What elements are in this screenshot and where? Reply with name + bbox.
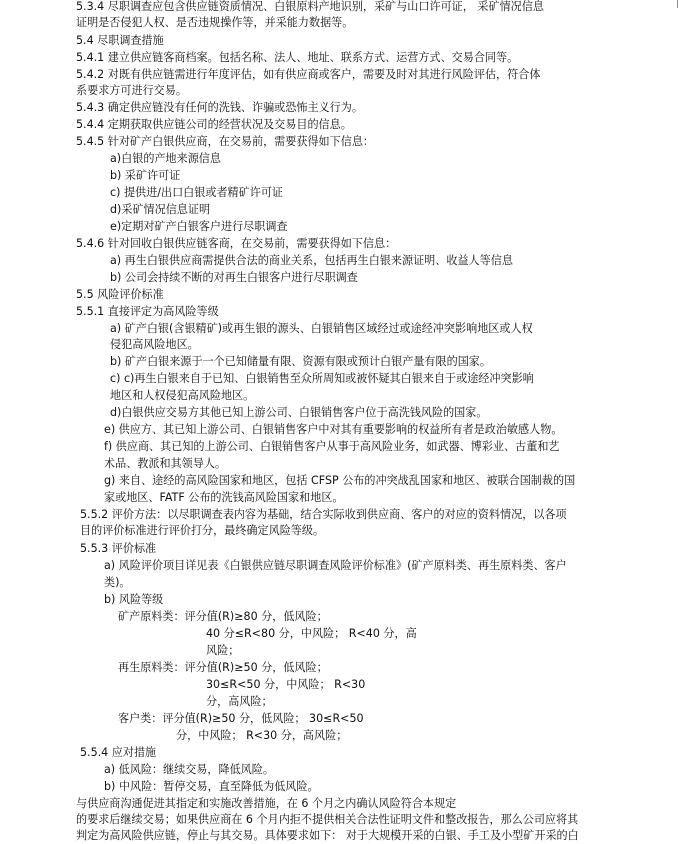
- text-line: 5.5.3 评价标准: [80, 542, 157, 555]
- list-item: a)白银的产地来源信息: [110, 152, 221, 165]
- list-item: d)白银供应交易方其他已知上游公司、白银销售客户位于高洗钱风险的国家。: [110, 406, 488, 419]
- list-item: b) 风险等级: [104, 593, 164, 606]
- text-line: 5.3.4 尽职调查应包含供应链资质情况、白银原料产地识别，采矿与山口许可证， 采矿情况信息: [76, 0, 544, 13]
- list-item: 类)。: [104, 576, 131, 589]
- text-line: 证明是否侵犯人权、是否违规操作等，并采能力数据等。: [76, 16, 354, 29]
- text-line: 5.4.3 确定供应链没有任何的洗钱、诈骗或恐怖主义行为。: [76, 101, 363, 114]
- text-line: 系要求方可进行交易。: [76, 84, 187, 97]
- list-item: a) 矿产白银(含银精矿)或再生银的源头、白银销售区域经过或途经冲突影响地区或人权: [110, 322, 533, 335]
- text-line: 与供应商沟通促进其指定和实施改善措施，在 6 个月之内确认风险符合本规定: [76, 797, 457, 810]
- list-item: 侵犯高风险地区。: [110, 338, 199, 351]
- text-line: 判定为高风险供应链，停止与其交易。具体要求如下： 对于大规模开采的白银、手工及小型矿开采的白: [76, 829, 579, 842]
- rating-line: 客户类：评分值(R)≥50 分，低风险； 30≤R<50: [118, 712, 364, 725]
- text-line: 5.4.6 针对回收白银供应链客商，在交易前，需要获得如下信息：: [76, 237, 397, 250]
- section-heading: 5.4 尽职调查措施: [76, 34, 164, 47]
- page-border-line: [677, 0, 678, 8]
- list-item: b) 公司会持续不断的对再生白银客户进行尽职调查: [110, 271, 358, 284]
- list-item: f) 供应商、其已知的上游公司、白银销售客户从事于高风险业务，如武器、博彩业、古董和艺: [104, 440, 560, 453]
- text-line: 5.5.2 评价方法：以尽职调查表内容为基础，结合实际收到供应商、客户的对应的资料情况，以各项: [80, 508, 567, 521]
- list-item: 术品、教派和其领导人。: [104, 457, 227, 470]
- list-item: a) 风险评价项目详见表《白银供应链尽职调查风险评价标准》(矿产原料类、再生原料类、客户: [104, 559, 567, 572]
- text-line: 目的评价标准进行评价打分，最终确定风险等级。: [80, 524, 325, 537]
- list-item: b) 中风险：暂停交易，直至降低为低风险。: [104, 780, 319, 793]
- list-item: b) 采矿许可证: [110, 169, 181, 182]
- list-item: c) c)再生白银来自于已知、白银销售至众所周知或被怀疑其白银来自于或途经冲突影响: [110, 372, 534, 385]
- list-item: e)定期对矿产白银客户进行尽职调查: [110, 220, 288, 233]
- list-item: g) 来自、途经的高风险国家和地区，包括 CFSP 公布的冲突战乱国家和地区、被联合国制裁的国: [104, 474, 576, 487]
- list-item: a) 再生白银供应商需提供合法的商业关系，包括再生白银来源证明、收益人等信息: [110, 254, 513, 267]
- list-item: d)采矿情况信息证明: [110, 203, 211, 216]
- list-item: e) 供应方、其已知上游公司、白银销售客户中对其有重要影响的权益所有者是政治敏感人物。: [104, 423, 563, 436]
- text-line: 5.5.1 直接评定为高风险等级: [76, 305, 219, 318]
- text-line: 5.4.1 建立供应链客商档案。包括名称、法人、地址、联系方式、运营方式、交易合同等。: [76, 51, 519, 64]
- text-line: 的要求后继续交易；如果供应商在 6 个月内拒不提供相关合法性证明文件和整改报告，那么公司应将其: [76, 813, 579, 826]
- rating-line: 再生原料类：评分值(R)≥50 分，低风险；: [118, 661, 328, 674]
- text-line: 5.4.2 对既有供应链需进行年度评估，如有供应商或客户，需要及时对其进行风险评估，符合体: [76, 68, 541, 81]
- rating-line: 40 分≤R<80 分，中风险； R<40 分，高: [206, 627, 417, 640]
- text-line: 5.5.4 应对措施: [80, 746, 157, 759]
- text-line: 5.4.4 定期获取供应链公司的经营状况及交易目的信息。: [76, 118, 352, 131]
- rating-line: 分，中风险； R<30 分，高风险；: [176, 729, 348, 742]
- rating-line: 矿产原料类：评分值(R)≥80 分，低风险；: [118, 610, 328, 623]
- section-heading: 5.5 风险评价标准: [76, 288, 164, 301]
- list-item: a) 低风险：继续交易，降低风险。: [104, 763, 274, 776]
- text-line: 5.4.5 针对矿产白银供应商，在交易前，需要获得如下信息：: [76, 135, 375, 148]
- rating-line: 30≤R<50 分，中风险； R<30: [206, 678, 366, 691]
- list-item: c) 提供进/出口白银或者精矿许可证: [110, 186, 284, 199]
- rating-line: 分，高风险；: [206, 695, 273, 708]
- list-item: b) 矿产白银来源于一个已知储量有限、资源有限或预计白银产量有限的国家。: [110, 355, 491, 368]
- list-item: 家或地区、FATF 公布的洗钱高风险国家和地区。: [104, 491, 344, 504]
- list-item: 地区和人权侵犯高风险地区。: [110, 389, 255, 402]
- rating-line: 风险；: [206, 644, 240, 657]
